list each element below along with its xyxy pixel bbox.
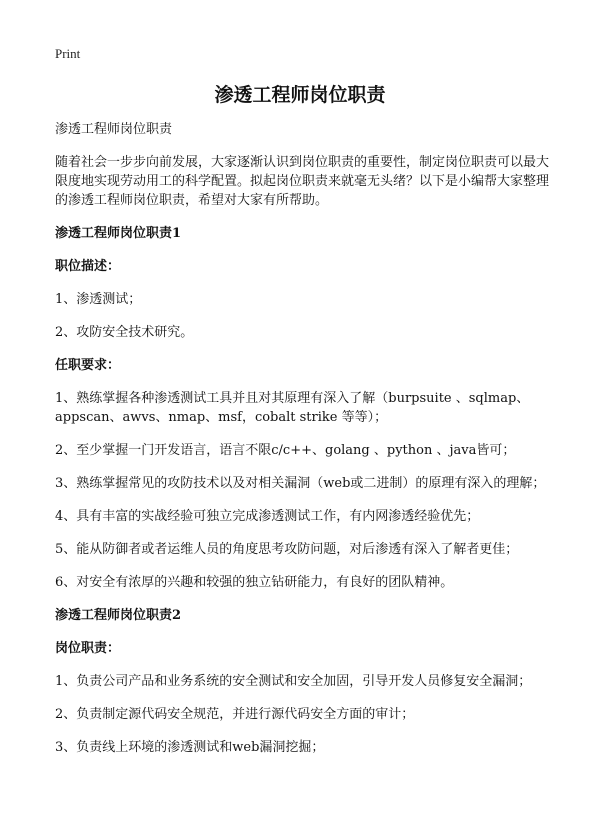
document-title: 渗透工程师岗位职责 <box>214 84 386 106</box>
section1-desc-item: 1、渗透测试； <box>55 292 142 307</box>
section1-req-item: 3、熟练掌握常见的攻防技术以及对相关漏洞（web或二进制）的原理有深入的理解； <box>55 476 546 491</box>
section1-req-item: 4、具有丰富的实战经验可独立完成渗透测试工作，有内网渗透经验优先； <box>55 509 480 524</box>
intro-paragraph: 随着社会一步步向前发展，大家逐渐认识到岗位职责的重要性，制定岗位职责可以最大限度地实现劳动用工的科学配置。拟起岗位职责来就毫无头绪？以下是小编帮大家整理的渗透工程师岗位职责，希望对大家有所帮助。 <box>55 155 550 208</box>
section1-req-item: 5、能从防御者或者运维人员的角度思考攻防问题，对后渗透有深入了解者更佳； <box>55 542 519 557</box>
section2-duty-heading: 岗位职责： <box>55 641 121 656</box>
section1-desc-heading: 职位描述： <box>55 259 121 274</box>
section1-heading: 渗透工程师岗位职责1 <box>55 226 182 241</box>
section1-req-item: 1、熟练掌握各种渗透测试工具并且对其原理有深入了解（burpsuite 、sqlmap、appscan、awvs、nmap、msf，cobalt strike 等等）； <box>55 391 530 425</box>
print-label[interactable]: Print <box>55 46 81 61</box>
section1-req-item: 2、至少掌握一门开发语言，语言不限c/c++、golang 、python 、java皆可； <box>55 443 516 458</box>
section1-desc-item: 2、攻防安全技术研究。 <box>55 325 194 340</box>
section2-duty-item: 3、负责线上环境的渗透测试和web漏洞挖掘； <box>55 740 325 755</box>
document-body <box>55 120 550 771</box>
section1-req-heading: 任职要求： <box>55 358 121 373</box>
section2-heading: 渗透工程师岗位职责2 <box>55 608 182 623</box>
document-subtitle: 渗透工程师岗位职责 <box>55 122 173 137</box>
section2-duty-item: 2、负责制定源代码安全规范，并进行源代码安全方面的审计； <box>55 707 415 722</box>
section2-duty-item: 1、负责公司产品和业务系统的安全测试和安全加固，引导开发人员修复安全漏洞； <box>55 674 532 689</box>
section1-req-item: 6、对安全有浓厚的兴趣和较强的独立钻研能力，有良好的团队精神。 <box>55 575 454 590</box>
